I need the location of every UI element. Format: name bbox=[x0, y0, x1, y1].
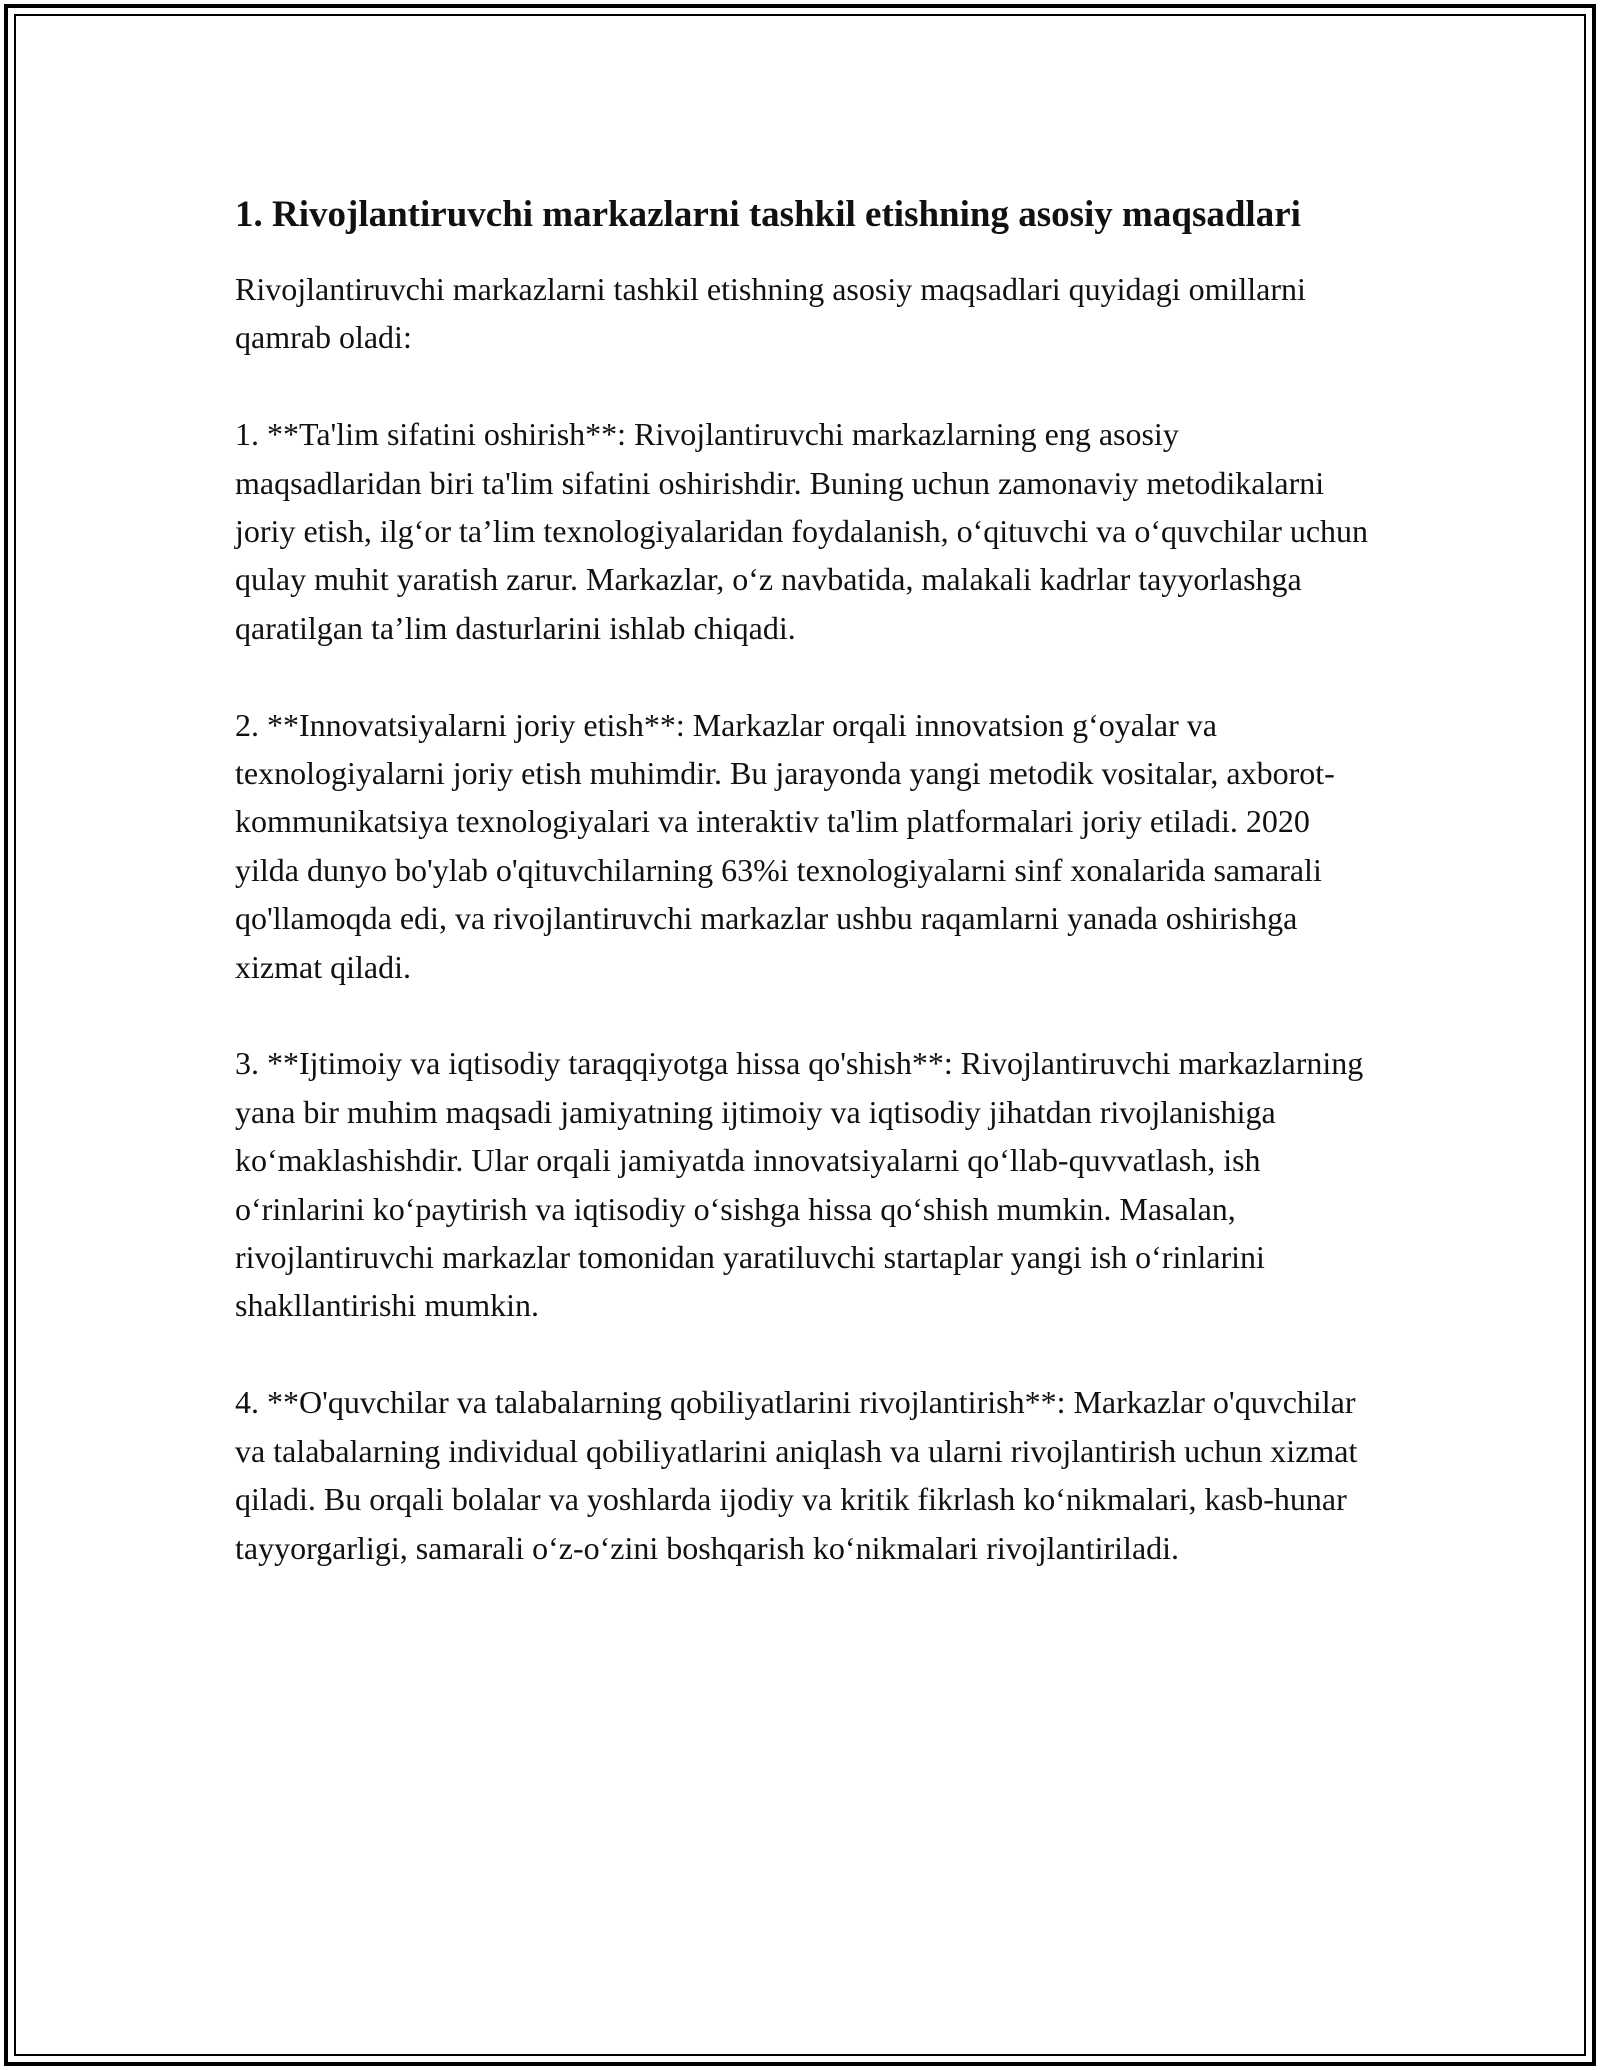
goal-paragraph-2: 2. **Innovatsiyalarni joriy etish**: Markazlar orqali innovatsion g‘oyalar va texnologiyalarni joriy etish muhimdir. Bu jarayonda yangi metodik vositalar, axborot-kommunikatsiya texnologiyalari va interaktiv ta'lim platformalari joriy etiladi. 2020 yilda dunyo bo'ylab o'qituvchilarning 63%i texnologiyalarni sinf xonalarida samarali qo'llamoqda edi, va rivojlantiruvchi markazlar ushbu raqamlarni yanada oshirishga xizmat qiladi. bbox=[235, 706, 1335, 985]
goal-paragraph-1: 1. **Ta'lim sifatini oshirish**: Rivojlantiruvchi markazlarning eng asosiy maqsadlaridan biri ta'lim sifatini oshirishdir. Buning uchun zamonaviy metodikalarni joriy etish, ilg‘or ta’lim texnologiyalaridan foydalanish, o‘qituvchi va o‘quvchilar uchun qulay muhit yaratish zarur. Markazlar, o‘z navbatida, malakali kadrlar tayyorlashga qaratilgan ta’lim dasturlarini ishlab chiqadi. bbox=[235, 416, 1369, 646]
goal-paragraph-3: 3. **Ijtimoiy va iqtisodiy taraqqiyotga hissa qo'shish**: Rivojlantiruvchi markazlarning yana bir muhim maqsadi jamiyatning ijtimoiy va iqtisodiy jihatdan rivojlanishiga ko‘maklashishdir. Ular orqali jamiyatda innovatsiyalarni qo‘llab-quvvatlash, ish o‘rinlarini ko‘paytirish va iqtisodiy o‘sishga hissa qo‘shish mumkin. Masalan, rivojlantiruvchi markazlar tomonidan yaratiluvchi startaplar yangi ish o‘rinlarini shakllantirishi mumkin. bbox=[235, 1045, 1364, 1324]
goal-paragraph-4: 4. **O'quvchilar va talabalarning qobiliyatlarini rivojlantirish**: Markazlar o'quvchilar va talabalarning individual qobiliyatlarini aniqlash va ularni rivojlantirish uchun xizmat qiladi. Bu orqali bolalar va yoshlarda ijodiy va kritik fikrlash ko‘nikmalari, kasb-hunar tayyorgarligi, samarali o‘z-o‘zini boshqarish ko‘nikmalari rivojlantiriladi. bbox=[235, 1384, 1358, 1566]
section-heading: 1. Rivojlantiruvchi markazlarni tashkil etishning asosiy maqsadlari bbox=[235, 194, 1301, 235]
intro-paragraph: Rivojlantiruvchi markazlarni tashkil etishning asosiy maqsadlari quyidagi omillarni qamrab oladi: bbox=[235, 271, 1306, 356]
document-body bbox=[235, 188, 1370, 1572]
